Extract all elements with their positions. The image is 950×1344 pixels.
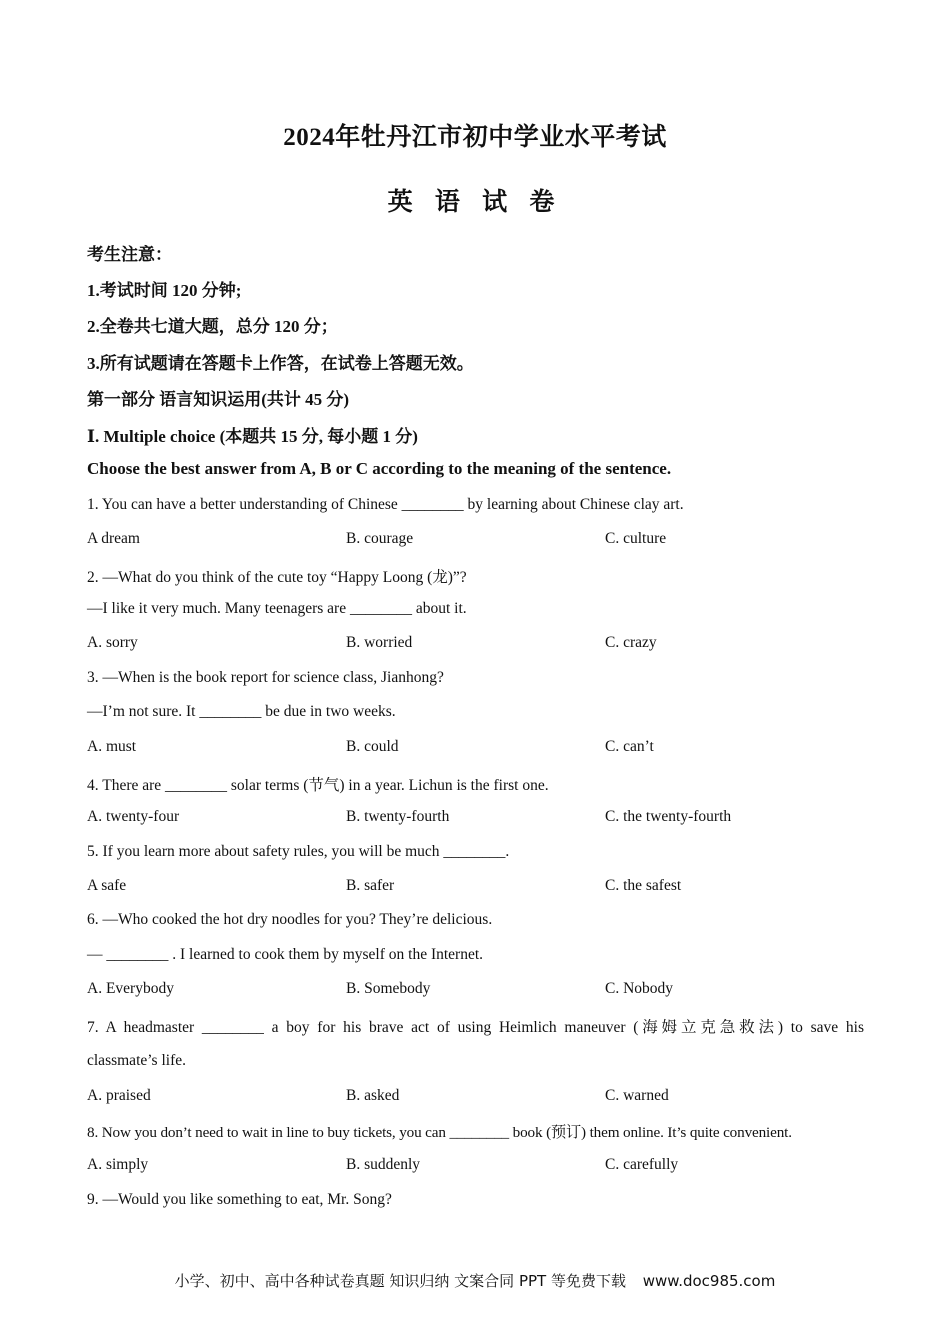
option-a: A. twenty-four: [87, 808, 180, 825]
option-b: B. courage: [346, 530, 414, 547]
option-b: B. asked: [346, 1087, 400, 1104]
option-c: C. the twenty-fourth: [605, 808, 732, 825]
question-text: 3. —When is the book report for science class, Jianhong?: [87, 669, 444, 686]
option-a: A dream: [87, 530, 140, 547]
question-text: 1. You can have a better understanding of Chinese ________ by learning about Chinese clay art.: [87, 496, 684, 513]
question-text: classmate’s life.: [87, 1052, 186, 1069]
option-c: C. Nobody: [605, 980, 674, 997]
option-b: B. twenty-fourth: [346, 808, 450, 825]
option-b: B. could: [346, 738, 399, 755]
option-c: C. warned: [605, 1087, 669, 1104]
question-text: —I’m not sure. It ________ be due in two weeks.: [87, 703, 396, 720]
notice-heading: 考生注意：: [87, 245, 172, 264]
question-text: 7. A headmaster ________ a boy for his brave act of using Heimlich maneuver (海姆立克急救法) to save his: [87, 1019, 864, 1036]
footer-link[interactable]: www.doc985.com: [642, 1272, 776, 1290]
option-b: B. safer: [346, 877, 395, 894]
option-a: A. sorry: [87, 634, 138, 651]
option-c: C. can’t: [605, 738, 654, 755]
option-a: A. praised: [87, 1087, 151, 1104]
question-text: 5. If you learn more about safety rules, you will be much ________.: [87, 843, 510, 860]
section-instruction: Choose the best answer from A, B or C according to the meaning of the sentence.: [87, 459, 672, 478]
section-title: Ⅰ. Multiple choice (本题共 15 分, 每小题 1 分): [87, 427, 418, 446]
question-text: 9. —Would you like something to eat, Mr. Song?: [87, 1191, 392, 1208]
option-a: A. simply: [87, 1156, 149, 1173]
option-c: C. carefully: [605, 1156, 679, 1173]
notice-item: 2.全卷共七道大题，总分 120 分；: [87, 317, 338, 336]
question-text: — ________ . I learned to cook them by myself on the Internet.: [87, 946, 484, 963]
option-b: B. suddenly: [346, 1156, 421, 1173]
part-heading: 第一部分 语言知识运用(共计 45 分): [87, 390, 350, 409]
question-text: —I like it very much. Many teenagers are ________ about it.: [87, 600, 467, 617]
page-subtitle: 英 语 试 卷: [387, 189, 563, 216]
option-a: A safe: [87, 877, 127, 894]
notice-item: 3.所有试题请在答题卡上作答，在试卷上答题无效。: [87, 354, 474, 373]
option-a: A. must: [87, 738, 137, 755]
question-text: 8. Now you don’t need to wait in line to buy tickets, you can ________ book (预订) them online. It’s quite convenient.: [87, 1124, 792, 1141]
option-b: B. Somebody: [346, 980, 431, 997]
question-text: 2. —What do you think of the cute toy “Happy Loong (龙)”?: [87, 569, 467, 586]
option-c: C. the safest: [605, 877, 682, 894]
option-c: C. culture: [605, 530, 667, 547]
option-b: B. worried: [346, 634, 413, 651]
option-c: C. crazy: [605, 634, 657, 651]
question-text: 4. There are ________ solar terms (节气) in a year. Lichun is the first one.: [87, 777, 549, 794]
question-text: 6. —Who cooked the hot dry noodles for you? They’re delicious.: [87, 911, 493, 928]
page-title: 2024年牡丹江市初中学业水平考试: [283, 124, 667, 151]
footer-text: 小学、初中、高中各种试卷真题 知识归纳 文案合同 PPT 等免费下载: [174, 1272, 626, 1290]
option-a: A. Everybody: [87, 980, 174, 997]
page-footer: [0, 1270, 950, 1291]
notice-item: 1.考试时间 120 分钟;: [87, 281, 242, 300]
